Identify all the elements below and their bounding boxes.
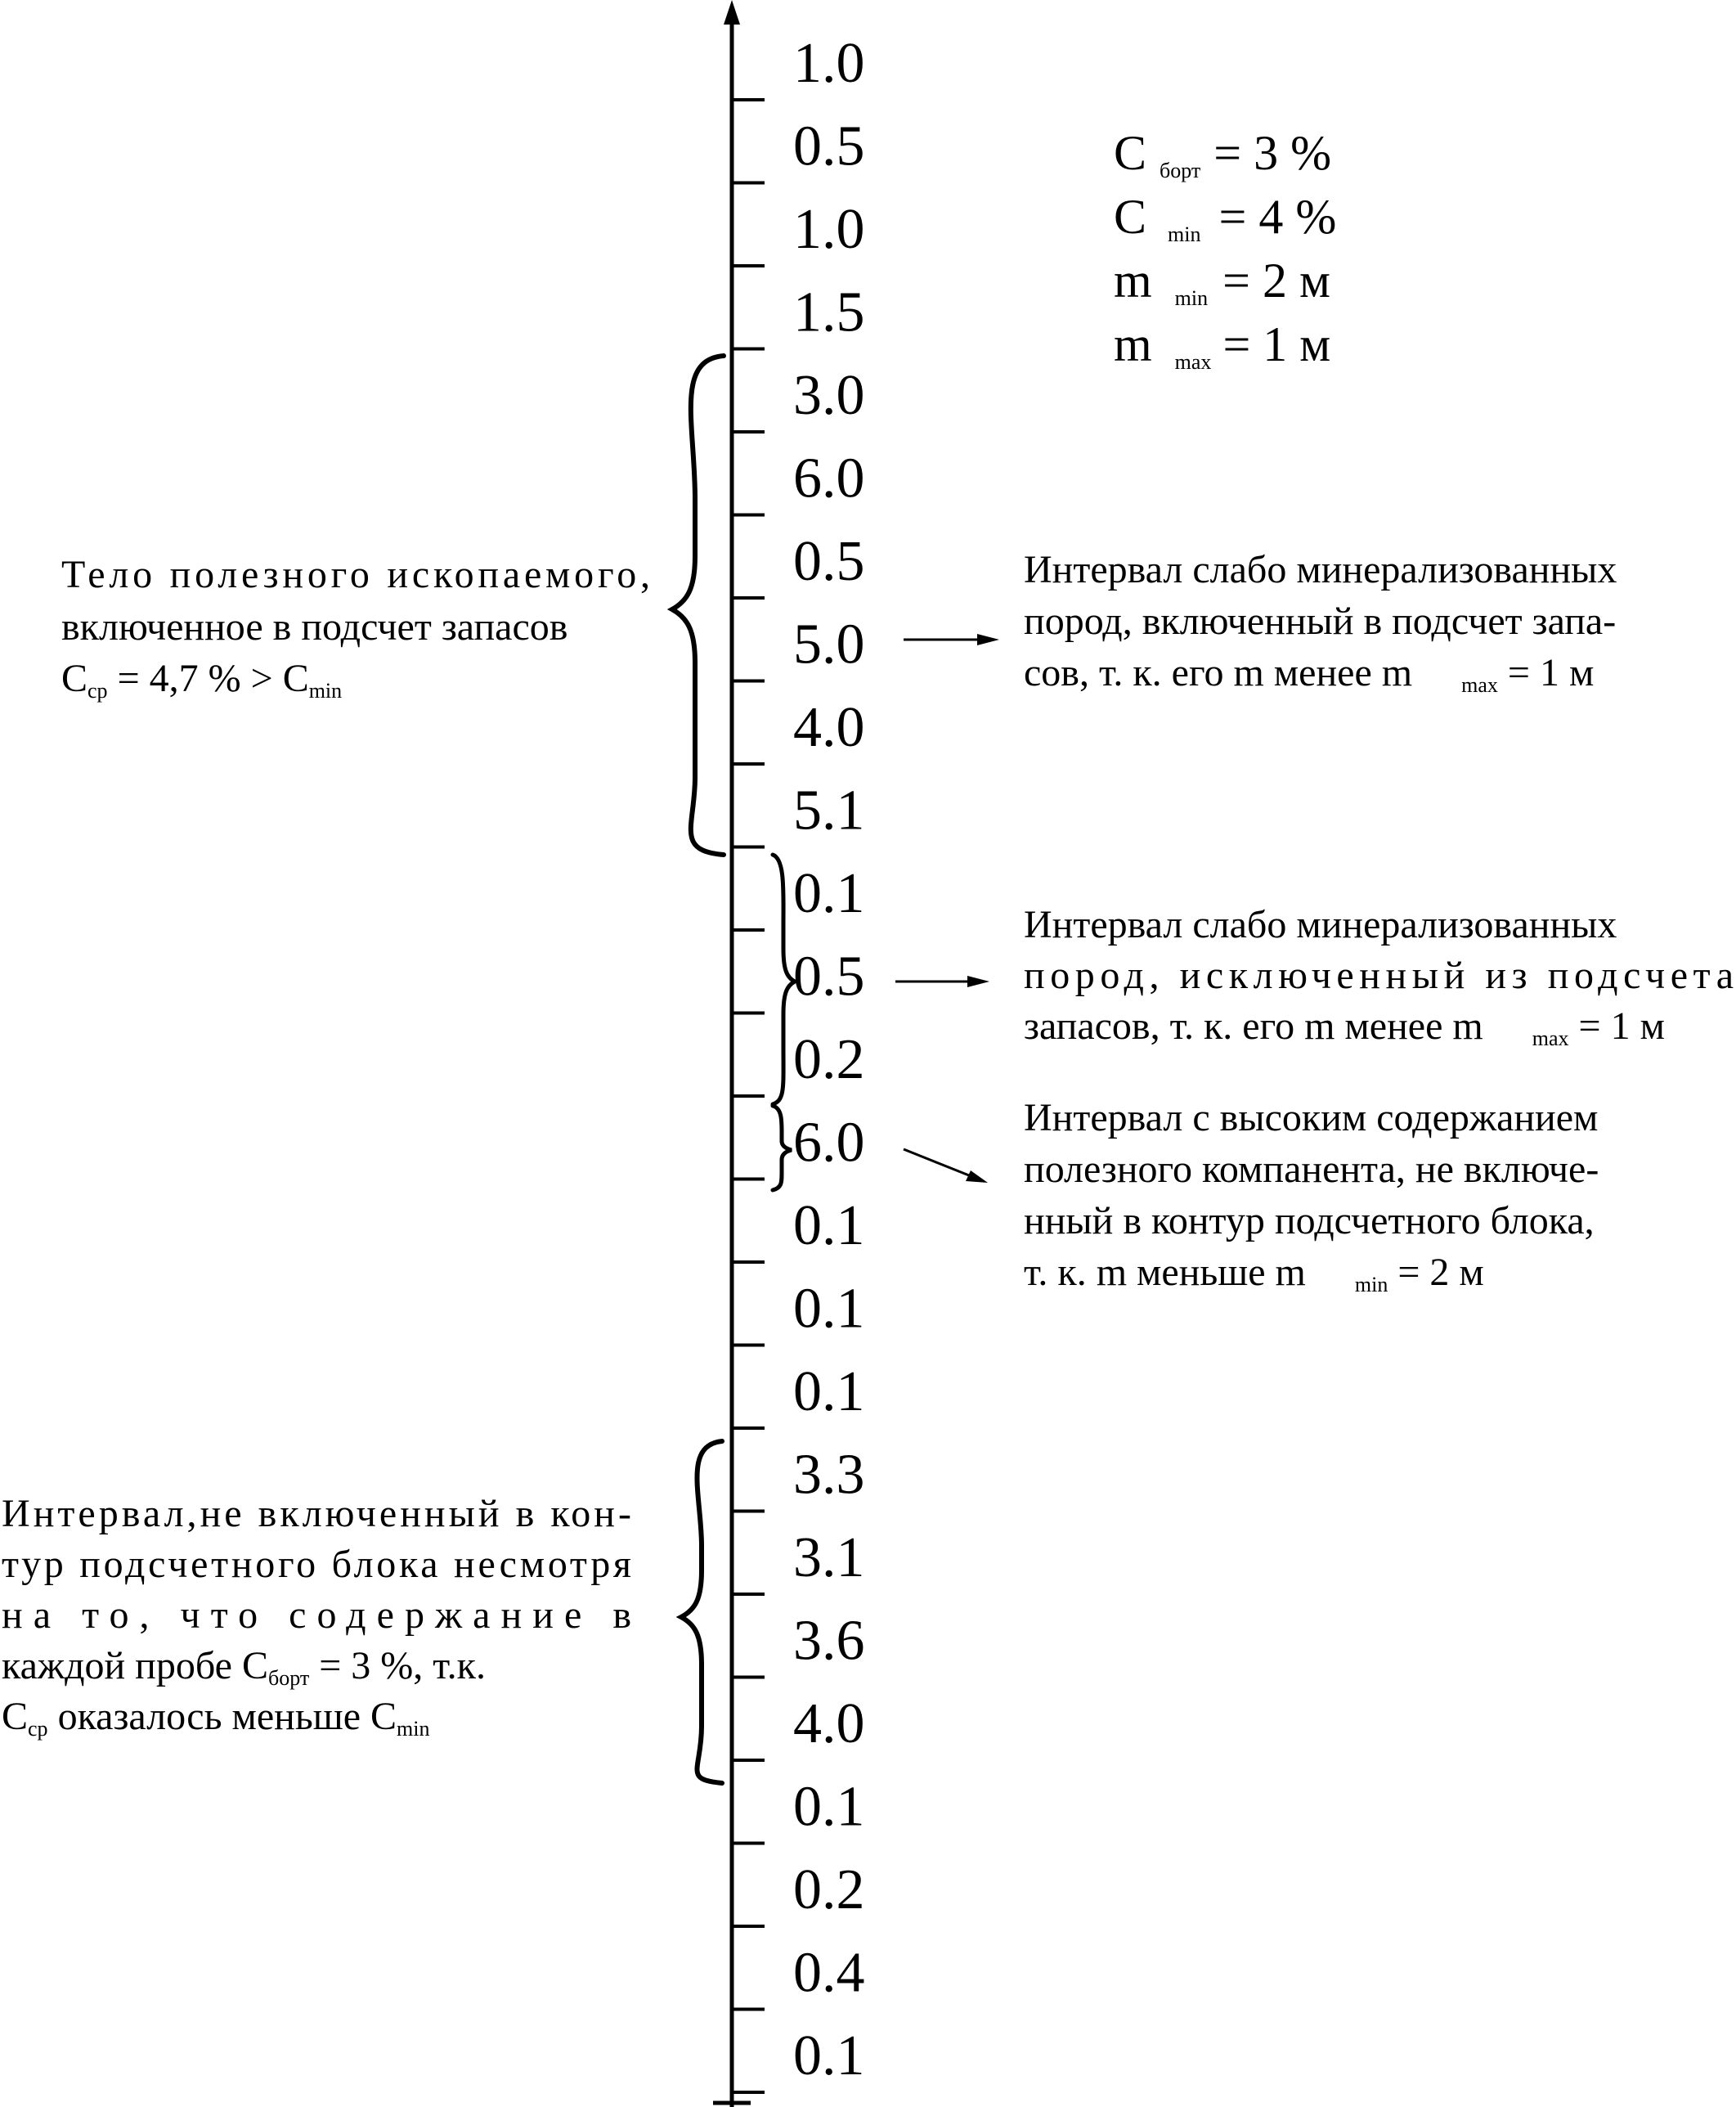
brace-high-grade: [773, 1106, 792, 1190]
note-line: Cср оказалось меньше Cmin: [2, 1695, 430, 1741]
note-included-interval: [1024, 548, 1617, 697]
note-line: т. к. m меньше m min = 2 м: [1024, 1251, 1484, 1296]
sample-value: 0.1: [793, 1360, 865, 1423]
note-line: Тело полезного ископаемого,: [61, 553, 650, 596]
brace-excluded-interval: [773, 855, 795, 1104]
note-line: Интервал слабо минерализованных: [1024, 903, 1617, 946]
sample-value: 1.0: [793, 198, 865, 261]
legend: [1114, 126, 1336, 374]
sample-value: 0.1: [793, 1775, 865, 1839]
note-line: нный в контур подсчетного блока,: [1024, 1199, 1595, 1242]
sample-value: 0.4: [793, 1941, 865, 2005]
sample-value: 0.1: [793, 2024, 865, 2087]
sample-value: 0.2: [793, 1858, 865, 1921]
note-line: Cср = 4,7 % > Cmin: [61, 657, 343, 703]
note-excluded-interval: [1024, 903, 1734, 1050]
sample-value: 0.1: [793, 1194, 865, 1257]
note-line: на то, что содержание в: [2, 1593, 631, 1637]
note-line: Интервал слабо минерализованных: [1024, 548, 1617, 591]
sample-value: 4.0: [793, 1692, 865, 1755]
note-not-included: [2, 1492, 631, 1741]
axis-arrow-icon: [724, 0, 740, 25]
sample-value: 0.2: [793, 1028, 865, 1091]
sample-value: 3.3: [793, 1443, 865, 1507]
sample-value: 6.0: [793, 1111, 865, 1175]
note-line: запасов, т. к. его m менее m max = 1 м: [1024, 1004, 1665, 1050]
sample-value: 6.0: [793, 447, 865, 510]
note-line: сов, т. к. его m менее m max = 1 м: [1024, 651, 1595, 697]
sample-value: 3.6: [793, 1609, 865, 1673]
sample-value: 0.5: [793, 115, 865, 178]
sample-value: 3.1: [793, 1526, 865, 1589]
arrow-high-grade: [904, 1149, 969, 1175]
sample-value: 1.0: [793, 32, 865, 95]
brace-ore-body: [672, 356, 724, 855]
note-line: полезного компанента, не включе-: [1024, 1148, 1599, 1191]
sample-value: 4.0: [793, 696, 865, 759]
note-line: Интервал с высоким содержанием: [1024, 1096, 1599, 1139]
note-high-grade: [1024, 1096, 1599, 1296]
sample-value: 0.5: [793, 945, 865, 1009]
arrow-head-icon: [967, 976, 989, 987]
sample-value: 5.1: [793, 779, 865, 842]
arrow-head-icon: [966, 1170, 988, 1183]
sample-values: [793, 32, 865, 2087]
legend-row: C min = 4 %: [1114, 190, 1337, 246]
sample-value: 3.0: [793, 364, 865, 427]
sample-value: 0.5: [793, 530, 865, 593]
legend-row: m max = 1 м: [1114, 317, 1331, 374]
sample-boundary-ticks: [732, 100, 765, 2092]
note-line: Интервал,не включенный в кон-: [2, 1492, 631, 1535]
sample-value: 5.0: [793, 613, 865, 676]
brace-not-included: [681, 1441, 722, 1783]
legend-row: m min = 2 м: [1114, 254, 1330, 310]
note-line: включенное в подсчет запасов: [61, 605, 568, 649]
note-ore-body: [61, 553, 650, 703]
sample-value: 0.1: [793, 1277, 865, 1341]
note-line: пород, исключенный из подсчета: [1024, 954, 1734, 997]
sample-value: 1.5: [793, 281, 865, 344]
arrow-head-icon: [977, 634, 999, 645]
note-line: пород, включенный в подсчет запа-: [1024, 600, 1617, 643]
note-line: каждой пробе Cборт = 3 %, т.к.: [2, 1644, 486, 1690]
note-line: тур подсчетного блока несмотря: [2, 1543, 631, 1586]
sample-value: 0.1: [793, 862, 865, 925]
legend-row: Cборт = 3 %: [1114, 126, 1332, 182]
